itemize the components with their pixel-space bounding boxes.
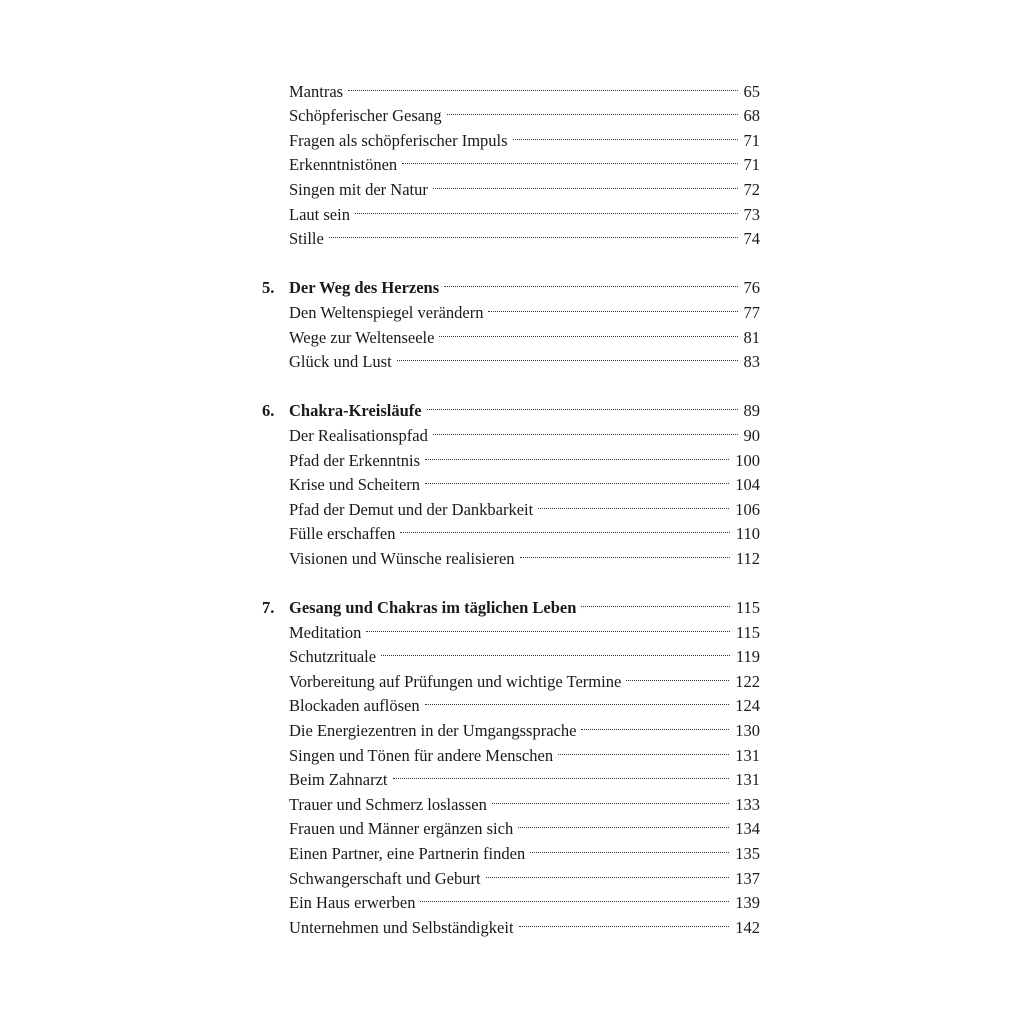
toc-entry-page: 100 bbox=[735, 450, 760, 470]
chapter-title: Gesang und Chakras im täglichen Leben bbox=[289, 598, 577, 618]
toc-entry-page: 133 bbox=[735, 794, 760, 814]
toc-entry bbox=[262, 662, 760, 691]
dot-leader bbox=[425, 441, 729, 466]
toc-entry bbox=[262, 490, 760, 519]
dot-leader bbox=[581, 588, 729, 613]
dot-leader bbox=[447, 97, 738, 122]
toc-entry bbox=[262, 908, 760, 937]
toc-chapter-5 bbox=[262, 269, 760, 298]
toc-entry bbox=[262, 343, 760, 372]
dot-leader bbox=[538, 490, 729, 515]
toc-entry-page: 124 bbox=[735, 696, 760, 716]
chapter-title: Chakra-Kreisläufe bbox=[289, 401, 422, 421]
dot-leader bbox=[329, 220, 738, 245]
toc-entry-title: Pfad der Demut und der Dankbarkeit bbox=[289, 499, 534, 519]
dot-leader bbox=[581, 711, 729, 736]
dot-leader bbox=[402, 146, 737, 171]
toc-entry-page: 134 bbox=[735, 819, 760, 839]
toc-entry bbox=[262, 834, 760, 863]
dot-leader bbox=[558, 736, 729, 761]
toc-entry bbox=[262, 121, 760, 150]
dot-leader bbox=[420, 884, 729, 909]
toc-entry-title: Fülle erschaffen bbox=[289, 524, 396, 544]
toc-entry-page: 73 bbox=[743, 204, 760, 224]
toc-entry-page: 104 bbox=[735, 475, 760, 495]
toc-entry-page: 139 bbox=[735, 893, 760, 913]
toc-entry-title: Laut sein bbox=[289, 204, 350, 224]
toc-entry bbox=[262, 638, 760, 667]
toc-entry bbox=[262, 711, 760, 741]
chapter-number: 6. bbox=[262, 401, 275, 421]
toc-entry-title: Wege zur Weltenseele bbox=[289, 327, 435, 347]
toc-entry-title: Schutzrituale bbox=[289, 647, 377, 667]
toc-entry-title: Krise und Scheitern bbox=[289, 475, 421, 495]
dot-leader bbox=[366, 613, 729, 638]
toc-entry bbox=[262, 318, 760, 347]
toc-entry bbox=[262, 785, 760, 814]
toc-entry-page: 77 bbox=[743, 302, 760, 322]
toc-entry-title: Singen und Tönen für andere Menschen bbox=[289, 745, 554, 765]
toc-entry-page: 106 bbox=[735, 499, 760, 519]
chapter-page: 76 bbox=[743, 278, 760, 298]
toc-entry bbox=[262, 810, 760, 839]
dot-leader bbox=[425, 687, 730, 712]
toc-entry bbox=[262, 441, 760, 470]
toc-entry-page: 122 bbox=[735, 671, 760, 691]
toc-entry bbox=[262, 884, 760, 913]
toc-entry-page: 131 bbox=[735, 770, 760, 790]
toc-entry-page: 110 bbox=[735, 524, 760, 544]
toc-entry bbox=[262, 72, 760, 101]
dot-leader bbox=[433, 416, 738, 441]
toc-entry-page: 72 bbox=[743, 179, 760, 199]
dot-leader bbox=[513, 121, 738, 146]
chapter-page: 89 bbox=[743, 401, 760, 421]
toc-entry-title: Schöpferischer Gesang bbox=[289, 106, 442, 126]
section-spacer bbox=[262, 244, 760, 269]
toc-entry bbox=[262, 539, 760, 568]
toc-entry-page: 131 bbox=[735, 745, 760, 765]
toc-entry-page: 71 bbox=[743, 130, 760, 150]
toc-entry-title: Singen mit der Natur bbox=[289, 179, 428, 199]
toc-entry bbox=[262, 613, 760, 642]
toc-entry bbox=[262, 761, 760, 790]
toc-entry-page: 119 bbox=[735, 647, 760, 667]
dot-leader bbox=[400, 515, 729, 540]
toc-entry-title: Den Weltenspiegel verändern bbox=[289, 302, 484, 322]
dot-leader bbox=[427, 392, 738, 417]
toc-entry-title: Der Realisationspfad bbox=[289, 425, 428, 445]
dot-leader bbox=[425, 466, 729, 491]
toc-entry-title: Unternehmen und Selbständigkeit bbox=[289, 917, 514, 937]
toc-entry-title: Erkenntnistönen bbox=[289, 155, 398, 175]
toc-entry-page: 65 bbox=[743, 81, 760, 101]
dot-leader bbox=[444, 269, 737, 294]
table-of-contents bbox=[262, 72, 760, 937]
dot-leader bbox=[488, 293, 737, 318]
toc-entry-page: 90 bbox=[743, 425, 760, 445]
dot-leader bbox=[393, 761, 730, 786]
toc-entry-page: 81 bbox=[743, 327, 760, 347]
toc-entry-title: Schwangerschaft und Geburt bbox=[289, 868, 481, 888]
toc-entry-page: 74 bbox=[743, 229, 760, 249]
toc-entry-title: Glück und Lust bbox=[289, 352, 392, 372]
toc-entry bbox=[262, 293, 760, 322]
dot-leader bbox=[433, 170, 738, 195]
dot-leader bbox=[348, 72, 737, 97]
toc-entry-title: Visionen und Wünsche realisieren bbox=[289, 548, 515, 568]
toc-entry-title: Einen Partner, eine Partnerin finden bbox=[289, 844, 526, 863]
chapter-title: Der Weg des Herzens bbox=[289, 278, 440, 298]
toc-entry-title: Trauer und Schmerz loslassen bbox=[289, 794, 487, 814]
toc-entry-page: 112 bbox=[735, 548, 760, 568]
toc-entry bbox=[262, 170, 760, 199]
toc-chapter-7 bbox=[262, 588, 760, 618]
toc-entry bbox=[262, 97, 760, 126]
dot-leader bbox=[381, 638, 730, 663]
toc-entry-title: Blockaden auflösen bbox=[289, 696, 420, 716]
toc-entry-title: Die Energiezentren in der Umgangssprache bbox=[289, 721, 577, 741]
dot-leader bbox=[397, 343, 738, 368]
dot-leader bbox=[486, 859, 730, 884]
toc-entry-page: 137 bbox=[735, 868, 760, 888]
toc-entry bbox=[262, 195, 760, 224]
toc-entry-page: 83 bbox=[743, 352, 760, 372]
dot-leader bbox=[519, 908, 730, 933]
toc-entry-title: Vorbereitung auf Prüfungen und wichtige Termine bbox=[289, 671, 622, 691]
toc-entry-title: Beim Zahnarzt bbox=[289, 770, 388, 790]
dot-leader bbox=[530, 834, 729, 859]
toc-entry-title: Fragen als schöpferischer Impuls bbox=[289, 130, 508, 150]
toc-entry-title: Meditation bbox=[289, 622, 362, 642]
dot-leader bbox=[626, 662, 729, 687]
toc-entry bbox=[262, 416, 760, 445]
toc-entry-page: 115 bbox=[735, 622, 760, 642]
toc-entry bbox=[262, 220, 760, 249]
toc-entry bbox=[262, 515, 760, 544]
dot-leader bbox=[355, 195, 738, 220]
toc-entry bbox=[262, 687, 760, 716]
dot-leader bbox=[518, 810, 729, 835]
chapter-number: 7. bbox=[262, 598, 275, 618]
toc-entry-title: Stille bbox=[289, 229, 324, 249]
dot-leader bbox=[492, 785, 729, 810]
chapter-page: 115 bbox=[735, 598, 760, 618]
toc-entry bbox=[262, 466, 760, 495]
toc-entry-page: 130 bbox=[735, 721, 760, 741]
toc-entry-page: 68 bbox=[743, 106, 760, 126]
toc-entry-title: Ein Haus erwerben bbox=[289, 893, 416, 913]
toc-entry bbox=[262, 736, 760, 765]
toc-entry-page: 135 bbox=[735, 844, 760, 863]
toc-entry-title: Mantras bbox=[289, 81, 344, 101]
toc-entry-title: Frauen und Männer ergänzen sich bbox=[289, 819, 514, 839]
toc-entry-page: 142 bbox=[735, 917, 760, 937]
toc-chapter-6 bbox=[262, 392, 760, 421]
toc-entry bbox=[262, 146, 760, 175]
toc-entry-title: Pfad der Erkenntnis bbox=[289, 450, 421, 470]
chapter-number: 5. bbox=[262, 278, 275, 298]
toc-entry-page: 71 bbox=[743, 155, 760, 175]
toc-entry bbox=[262, 859, 760, 888]
dot-leader bbox=[439, 318, 737, 343]
dot-leader bbox=[520, 539, 730, 564]
